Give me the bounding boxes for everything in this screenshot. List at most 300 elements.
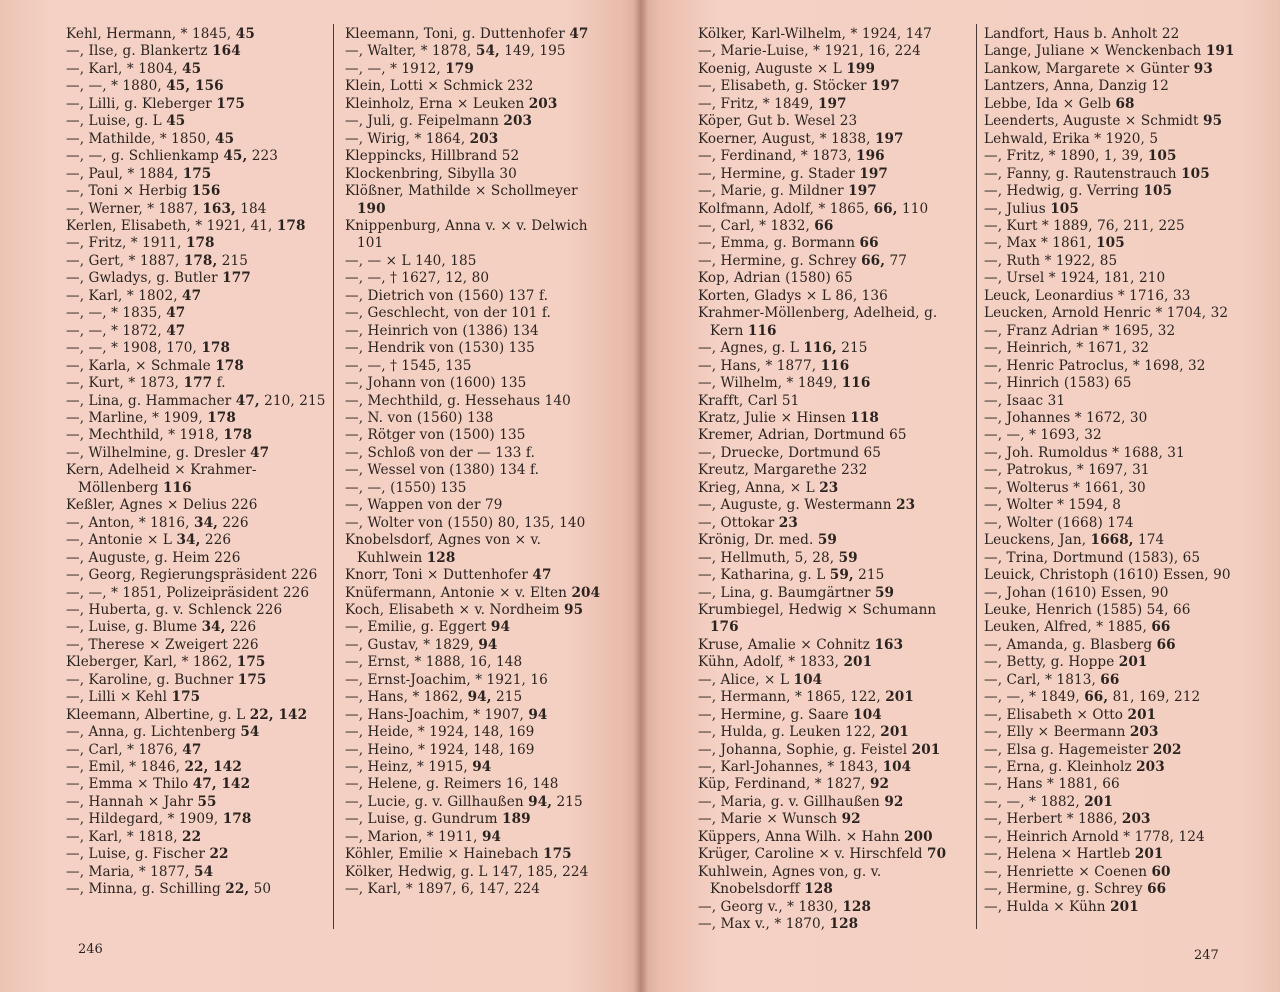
index-entry: —, Auguste, g. Westermann 23 — [698, 497, 916, 514]
index-entry: —, Luise, g. Blume 34, 226 — [66, 619, 257, 636]
bold-page-reference: 94, — [528, 793, 553, 810]
bold-page-reference: 45 — [215, 130, 235, 147]
index-entry: —, Wilhelmine, g. Dresler 47 — [66, 444, 270, 461]
index-entry: —, Schloß von der — 133 f. — [345, 444, 536, 461]
index-entry: —, Hans-Joachim, * 1907, 94 — [345, 706, 548, 723]
index-entry: —, Amanda, g. Blasberg 66 — [984, 636, 1176, 653]
index-entry: —, Karl, * 1818, 22 — [66, 828, 202, 845]
index-entry: —, Patrokus, * 1697, 31 — [984, 462, 1150, 479]
bold-page-reference: 201 — [911, 741, 941, 758]
index-entry: Lange, Juliane × Wenckenbach 191 — [984, 43, 1235, 60]
index-entry: —, Karla, × Schmale 178 — [66, 357, 244, 374]
index-entry: —, Lucie, g. v. Gillhaußen 94, 215 — [345, 793, 583, 810]
index-entry: Kleemann, Toni, g. Duttenhofer 47 — [345, 26, 589, 42]
index-entry: —, Ernst, * 1888, 16, 148 — [345, 654, 523, 671]
index-entry: —, Mechthild, g. Hessehaus 140 — [345, 392, 571, 409]
bold-page-reference: 177 — [222, 270, 251, 287]
bold-page-reference: 190 — [357, 200, 386, 217]
index-entry: Krumbiegel, Hedwig × Schumann 176 — [698, 601, 941, 636]
index-entry: —, Marion, * 1911, 94 — [345, 828, 502, 845]
index-entry: —, Kurt * 1889, 76, 211, 225 — [984, 217, 1185, 234]
bold-page-reference: 203 — [503, 113, 533, 130]
index-entry: Küp, Ferdinand, * 1827, 92 — [698, 776, 890, 793]
index-entry: —, Helene, g. Reimers 16, 148 — [345, 776, 559, 793]
bold-page-reference: 47 — [569, 26, 589, 42]
index-entry: —, Wessel von (1380) 134 f. — [345, 462, 540, 479]
index-entry: —, Karl, * 1802, 47 — [66, 287, 202, 304]
index-entry: —, Maria, * 1877, 54 — [66, 863, 214, 880]
index-entry: —, Ottokar 23 — [698, 514, 798, 531]
bold-page-reference: 47, 142 — [192, 776, 251, 793]
bold-page-reference: 47, — [235, 392, 260, 409]
index-entry: Lebbe, Ida × Gelb 68 — [984, 95, 1135, 112]
bold-page-reference: 201 — [1084, 793, 1113, 810]
bold-page-reference: 104 — [793, 671, 823, 688]
bold-page-reference: 203 — [1129, 724, 1159, 741]
index-entry: —, Hildegard, * 1909, 178 — [66, 811, 252, 828]
bold-page-reference: 116 — [747, 322, 777, 339]
index-entry: —, Gustav, * 1829, 94 — [345, 636, 498, 653]
index-entry: —, Hermine, g. Stader 197 — [698, 165, 888, 182]
index-entry: Leuck, Leonardius * 1716, 33 — [984, 287, 1191, 304]
bold-page-reference: 128 — [804, 881, 833, 898]
index-entry: —, Luise, g. Gundrum 189 — [345, 811, 531, 828]
bold-page-reference: 116 — [841, 375, 871, 392]
index-entry: Kölker, Karl-Wilhelm, * 1924, 147 — [698, 26, 932, 42]
index-entry: —, Emma, g. Bormann 66 — [698, 235, 879, 252]
bold-page-reference: 105 — [1096, 235, 1125, 252]
bold-page-reference: 22, — [225, 881, 250, 898]
bold-page-reference: 203 — [1121, 811, 1151, 828]
index-entry: —, Elisabeth × Otto 201 — [984, 706, 1157, 723]
bold-page-reference: 175 — [237, 671, 267, 688]
index-entry: —, Johan (1610) Essen, 90 — [984, 584, 1169, 601]
index-entry: —, Johann von (1600) 135 — [345, 375, 527, 392]
bold-page-reference: 54 — [240, 724, 260, 741]
bold-page-reference: 47 — [166, 305, 186, 322]
index-entry: —, Ferdinand, * 1873, 196 — [698, 148, 885, 165]
bold-page-reference: 59 — [874, 584, 895, 601]
bold-page-reference: 94 — [528, 706, 548, 723]
index-entry: —, Marie × Wunsch 92 — [698, 811, 861, 828]
index-entry: —, Anna, g. Lichtenberg 54 — [66, 724, 260, 741]
bold-page-reference: 45, — [223, 148, 248, 165]
bold-page-reference: 178 — [201, 340, 231, 357]
bold-page-reference: 93 — [1193, 60, 1213, 77]
index-entry: —, Johanna, Sophie, g. Feistel 201 — [698, 741, 941, 758]
index-entry: —, Elly × Beermann 203 — [984, 724, 1159, 741]
index-entry: —, Huberta, g. v. Schlenck 226 — [66, 601, 283, 618]
index-entry: —, —, * 1851, Polizeipräsident 226 — [66, 584, 310, 601]
index-entry: Kolfmann, Adolf, * 1865, 66, 110 — [698, 200, 929, 217]
bold-page-reference: 200 — [903, 828, 933, 845]
bold-page-reference: 116 — [820, 357, 850, 374]
bold-page-reference: 95 — [1203, 113, 1223, 130]
bold-page-reference: 22, 142 — [249, 706, 308, 723]
bold-page-reference: 128 — [842, 898, 872, 915]
bold-page-reference: 34, — [194, 514, 218, 531]
bold-page-reference: 177 — [183, 375, 213, 392]
book-gutter — [634, 0, 648, 992]
index-entry: Knobelsdorf, Agnes von × v. Kuhlwein 128 — [345, 532, 546, 566]
index-entry: —, Fritz, * 1849, 197 — [698, 95, 847, 112]
bold-page-reference: 128 — [829, 916, 859, 933]
bold-page-reference: 22 — [209, 846, 229, 863]
bold-page-reference: 175 — [182, 165, 212, 182]
index-entry: —, Wolter * 1594, 8 — [984, 497, 1122, 514]
bold-page-reference: 66, — [861, 252, 886, 269]
right-page — [641, 0, 1280, 992]
index-entry: Leuken, Alfred, * 1885, 66 — [984, 619, 1171, 636]
right-page-column-2 — [984, 26, 1254, 916]
index-entry: —, Luise, g. L 45 — [66, 113, 186, 130]
bold-page-reference: 59 — [838, 549, 858, 566]
bold-page-reference: 201 — [1127, 706, 1157, 723]
index-entry: —, Hans * 1881, 66 — [984, 776, 1120, 793]
bold-page-reference: 175 — [236, 654, 266, 671]
index-entry: —, Karl-Johannes, * 1843, 104 — [698, 759, 912, 776]
index-entry: Köhler, Emilie × Hainebach 175 — [345, 846, 572, 863]
bold-page-reference: 23 — [778, 514, 798, 531]
index-entry: —, Wirig, * 1864, 203 — [345, 130, 499, 147]
bold-page-reference: 178 — [185, 235, 215, 252]
index-entry: —, Auguste, g. Heim 226 — [66, 549, 241, 566]
index-entry: —, Heide, * 1924, 148, 169 — [345, 724, 535, 741]
index-entry: —, Wolterus * 1661, 30 — [984, 479, 1146, 496]
bold-page-reference: 105 — [1050, 200, 1079, 217]
index-entry: —, Hannah × Jahr 55 — [66, 793, 217, 810]
index-entry: —, Henriette × Coenen 60 — [984, 863, 1171, 880]
index-entry: Kremer, Adrian, Dortmund 65 — [698, 427, 907, 444]
bold-page-reference: 197 — [871, 78, 900, 95]
bold-page-reference: 66, — [873, 200, 898, 217]
index-entry: —, Heinrich, * 1671, 32 — [984, 340, 1150, 357]
page-number: 247 — [1194, 948, 1219, 963]
index-entry: —, Druecke, Dortmund 65 — [698, 444, 882, 461]
bold-page-reference: 201 — [1118, 654, 1148, 671]
index-entry: —, Heinz, * 1915, 94 — [345, 759, 492, 776]
index-entry: —, Emil, * 1846, 22, 142 — [66, 759, 242, 776]
index-entry: —, Wilhelm, * 1849, 116 — [698, 375, 871, 392]
index-entry: —, Emilie, g. Eggert 94 — [345, 619, 511, 636]
index-entry: —, Max v., * 1870, 128 — [698, 916, 859, 933]
index-entry: Kruse, Amalie × Cohnitz 163 — [698, 636, 904, 653]
bold-page-reference: 201 — [880, 724, 909, 741]
index-entry: —, Georg, Regierungspräsident 226 — [66, 567, 318, 584]
bold-page-reference: 23 — [896, 497, 916, 514]
index-entry: Koerner, August, * 1838, 197 — [698, 130, 904, 147]
index-entry: —, Mechthild, * 1918, 178 — [66, 427, 253, 444]
index-entry: —, Johannes * 1672, 30 — [984, 409, 1148, 426]
index-entry: Klößner, Mathilde × Schollmeyer 190 — [345, 183, 583, 217]
index-entry: —, Joh. Rumoldus * 1688, 31 — [984, 444, 1185, 461]
index-entry: —, Isaac 31 — [984, 392, 1066, 409]
index-entry: —, Anton, * 1816, 34, 226 — [66, 514, 249, 531]
bold-page-reference: 179 — [445, 60, 474, 77]
index-entry: —, Carl, * 1813, 66 — [984, 671, 1120, 688]
index-entry: —, Agnes, g. L 116, 215 — [698, 340, 868, 357]
index-entry: —, Minna, g. Schilling 22, 50 — [66, 881, 272, 898]
index-entry: —, Dietrich von (1560) 137 f. — [345, 287, 549, 304]
bold-page-reference: 94 — [490, 619, 511, 636]
index-entry: —, Ruth * 1922, 85 — [984, 252, 1118, 269]
index-entry: Knüfermann, Antonie × v. Elten 204 — [345, 584, 601, 601]
index-entry: —, —, † 1627, 12, 80 — [345, 270, 490, 287]
index-entry: Kleinholz, Erna × Leuken 203 — [345, 95, 558, 112]
index-entry: —, Marline, * 1909, 178 — [66, 409, 236, 426]
bold-page-reference: 23 — [819, 479, 839, 496]
index-entry: —, Alice, × L 104 — [698, 671, 823, 688]
index-entry: Krüger, Caroline × v. Hirschfeld 70 — [698, 846, 947, 863]
bold-page-reference: 54, — [475, 43, 500, 60]
bold-page-reference: 1668, — [1090, 532, 1134, 549]
index-entry: Kühn, Adolf, * 1833, 201 — [698, 654, 873, 671]
index-entry: —, Geschlecht, von der 101 f. — [345, 305, 551, 322]
index-entry: Leucken, Arnold Henric * 1704, 32 — [984, 305, 1229, 322]
index-entry: —, Emma × Thilo 47, 142 — [66, 776, 251, 793]
bold-page-reference: 66 — [859, 235, 879, 252]
index-entry: Krafft, Carl 51 — [698, 392, 800, 409]
index-entry: —, Karl, * 1897, 6, 147, 224 — [345, 881, 540, 898]
index-entry: —, Henric Patroclus, * 1698, 32 — [984, 357, 1206, 374]
bold-page-reference: 94 — [472, 759, 492, 776]
index-entry: —, Fanny, g. Rautenstrauch 105 — [984, 165, 1210, 182]
index-entry: —, Carl, * 1876, 47 — [66, 741, 202, 758]
bold-page-reference: 92 — [869, 776, 890, 793]
index-entry: —, Hans, * 1862, 94, 215 — [345, 689, 523, 706]
bold-page-reference: 66 — [1100, 671, 1120, 688]
left-page-column-2 — [345, 26, 607, 899]
bold-page-reference: 118 — [850, 409, 879, 426]
index-entry: Korten, Gladys × L 86, 136 — [698, 287, 888, 304]
index-entry: Koenig, Auguste × L 199 — [698, 60, 876, 77]
index-entry: —, Herbert * 1886, 203 — [984, 811, 1151, 828]
index-entry: Keßler, Agnes × Delius 226 — [66, 497, 258, 514]
index-entry: —, —, * 1693, 32 — [984, 427, 1102, 444]
bold-page-reference: 34, — [201, 619, 226, 636]
bold-page-reference: 47 — [250, 444, 270, 461]
index-entry: —, Hermine, g. Schrey 66 — [984, 881, 1167, 898]
bold-page-reference: 201 — [1110, 898, 1139, 915]
bold-page-reference: 47 — [182, 287, 202, 304]
page-number: 246 — [78, 942, 103, 957]
index-entry: —, —, * 1849, 66, 81, 169, 212 — [984, 689, 1201, 706]
index-entry: —, Lina, g. Baumgärtner 59 — [698, 584, 895, 601]
bold-page-reference: 178 — [207, 409, 236, 426]
bold-page-reference: 59, — [829, 567, 854, 584]
index-entry: —, Marie-Luise, * 1921, 16, 224 — [698, 43, 921, 60]
index-entry: Klein, Lotti × Schmick 232 — [345, 78, 534, 95]
index-entry: —, Juli, g. Feipelmann 203 — [345, 113, 533, 130]
index-entry: —, Heinrich von (1386) 134 — [345, 322, 539, 339]
index-entry: —, Gert, * 1887, 178, 215 — [66, 252, 248, 269]
column-divider — [976, 24, 977, 929]
bold-page-reference: 94 — [481, 828, 502, 845]
index-entry: —, Paul, * 1884, 175 — [66, 165, 212, 182]
bold-page-reference: 201 — [885, 689, 914, 706]
index-entry: —, Wolter (1668) 174 — [984, 514, 1134, 531]
bold-page-reference: 60 — [1151, 863, 1171, 880]
index-entry: Leenderts, Auguste × Schmidt 95 — [984, 113, 1223, 130]
index-entry: —, Lilli, g. Kleberger 175 — [66, 95, 245, 112]
index-entry: —, Mathilde, * 1850, 45 — [66, 130, 235, 147]
bold-page-reference: 199 — [846, 60, 876, 77]
index-entry: —, Gwladys, g. Butler 177 — [66, 270, 251, 287]
index-entry: —, Ilse, g. Blankertz 164 — [66, 43, 241, 60]
index-entry: —, Hermine, g. Saare 104 — [698, 706, 882, 723]
index-entry: —, Franz Adrian * 1695, 32 — [984, 322, 1176, 339]
bold-page-reference: 175 — [171, 689, 201, 706]
index-entry: Kleemann, Albertine, g. L 22, 142 — [66, 706, 308, 723]
index-entry: Krönig, Dr. med. 59 — [698, 532, 837, 549]
index-entry: —, —, * 1835, 47 — [66, 305, 186, 322]
bold-page-reference: 203 — [528, 95, 558, 112]
bold-page-reference: 92 — [884, 793, 904, 810]
index-entry: —, Helena × Hartleb 201 — [984, 846, 1164, 863]
bold-page-reference: 163, — [202, 200, 236, 217]
bold-page-reference: 116 — [162, 479, 192, 496]
index-entry: —, Walter, * 1878, 54, 149, 195 — [345, 43, 566, 60]
bold-page-reference: 201 — [1134, 846, 1164, 863]
index-entry: —, Marie, g. Mildner 197 — [698, 183, 877, 200]
index-entry: Landfort, Haus b. Anholt 22 — [984, 26, 1180, 42]
bold-page-reference: 55 — [197, 793, 217, 810]
bold-page-reference: 197 — [817, 95, 847, 112]
index-entry: —, Karl, * 1804, 45 — [66, 60, 202, 77]
index-entry: —, —, g. Schlienkamp 45, 223 — [66, 148, 278, 165]
index-entry: Krieg, Anna, × L 23 — [698, 479, 839, 496]
index-entry: Lankow, Margarete × Günter 93 — [984, 60, 1213, 77]
bold-page-reference: 202 — [1152, 741, 1182, 758]
index-entry: —, Hermine, g. Schrey 66, 77 — [698, 252, 907, 269]
bold-page-reference: 128 — [426, 549, 456, 566]
bold-page-reference: 197 — [859, 165, 888, 182]
index-entry: Kehl, Hermann, * 1845, 45 — [66, 26, 255, 42]
bold-page-reference: 203 — [1136, 759, 1165, 776]
index-entry: —, Wappen von der 79 — [345, 497, 503, 514]
index-entry: Kleberger, Karl, * 1862, 175 — [66, 654, 266, 671]
index-entry: Krahmer-Möllenberg, Adelheid, g. Kern 116 — [698, 305, 942, 339]
bold-page-reference: 66 — [814, 217, 834, 234]
bold-page-reference: 178 — [276, 217, 306, 234]
bold-page-reference: 54 — [194, 863, 214, 880]
index-entry: —, Trina, Dortmund (1583), 65 — [984, 549, 1201, 566]
bold-page-reference: 175 — [543, 846, 572, 863]
left-page-column-1 — [66, 26, 328, 899]
index-entry: Klockenbring, Sibylla 30 — [345, 165, 517, 182]
bold-page-reference: 94 — [478, 636, 498, 653]
index-entry: —, Katharina, g. L 59, 215 — [698, 567, 885, 584]
bold-page-reference: 204 — [571, 584, 601, 601]
index-entry: —, Georg v., * 1830, 128 — [698, 898, 872, 915]
index-entry: Kratz, Julie × Hinsen 118 — [698, 409, 879, 426]
index-entry: Küppers, Anna Wilh. × Hahn 200 — [698, 828, 933, 845]
bold-page-reference: 95 — [564, 601, 584, 618]
index-entry: —, Hulda, g. Leuken 122, 201 — [698, 724, 909, 741]
index-entry: —, Fritz, * 1911, 178 — [66, 235, 215, 252]
bold-page-reference: 47 — [182, 741, 202, 758]
index-entry: —, —, * 1882, 201 — [984, 793, 1113, 810]
bold-page-reference: 47 — [532, 567, 552, 584]
index-entry: —, Julius 105 — [984, 200, 1079, 217]
index-entry: —, N. von (1560) 138 — [345, 409, 494, 426]
index-entry: Lantzers, Anna, Danzig 12 — [984, 78, 1169, 95]
bold-page-reference: 70 — [927, 846, 947, 863]
bold-page-reference: 178 — [223, 427, 253, 444]
bold-page-reference: 201 — [843, 654, 873, 671]
index-entry: Lehwald, Erika * 1920, 5 — [984, 130, 1159, 147]
index-entry: —, — × L 140, 185 — [345, 252, 477, 269]
bold-page-reference: 197 — [848, 183, 877, 200]
bold-page-reference: 66 — [1147, 881, 1167, 898]
bold-page-reference: 66 — [1156, 636, 1176, 653]
bold-page-reference: 189 — [502, 811, 531, 828]
index-entry: —, Hermann, * 1865, 122, 201 — [698, 689, 914, 706]
index-entry: —, Toni × Herbig 156 — [66, 183, 221, 200]
bold-page-reference: 47 — [166, 322, 186, 339]
index-entry: —, Kurt, * 1873, 177 f. — [66, 375, 226, 392]
index-entry: Leuke, Henrich (1585) 54, 66 — [984, 601, 1191, 618]
bold-page-reference: 104 — [882, 759, 912, 776]
index-entry: Kleppincks, Hillbrand 52 — [345, 148, 520, 165]
index-entry: —, —, * 1908, 170, 178 — [66, 340, 231, 357]
index-entry: —, —, * 1872, 47 — [66, 322, 186, 339]
index-entry: —, Heino, * 1924, 148, 169 — [345, 741, 535, 758]
index-entry: —, Hendrik von (1530) 135 — [345, 340, 535, 357]
index-entry: —, Wolter von (1550) 80, 135, 140 — [345, 514, 586, 531]
index-entry: —, Werner, * 1887, 163, 184 — [66, 200, 267, 217]
index-entry: —, Ursel * 1924, 181, 210 — [984, 270, 1166, 287]
bold-page-reference: 175 — [216, 95, 245, 112]
bold-page-reference: 45 — [235, 26, 255, 42]
index-entry: —, Fritz, * 1890, 1, 39, 105 — [984, 148, 1177, 165]
index-entry: Kölker, Hedwig, g. L 147, 185, 224 — [345, 863, 589, 880]
index-entry: —, —, * 1912, 179 — [345, 60, 474, 77]
index-entry: —, Hedwig, g. Verring 105 — [984, 183, 1173, 200]
index-entry: —, Elsa g. Hagemeister 202 — [984, 741, 1182, 758]
bold-page-reference: 178 — [222, 811, 252, 828]
index-entry: Kern, Adelheid × Krahmer-Möllenberg 116 — [66, 462, 257, 496]
bold-page-reference: 104 — [853, 706, 882, 723]
index-entry: Kerlen, Elisabeth, * 1921, 41, 178 — [66, 217, 306, 234]
index-entry: Koch, Elisabeth × v. Nordheim 95 — [345, 601, 584, 618]
bold-page-reference: 68 — [1115, 95, 1135, 112]
index-entry: —, Hans, * 1877, 116 — [698, 357, 850, 374]
index-entry: Knorr, Toni × Duttenhofer 47 — [345, 567, 552, 584]
bold-page-reference: 191 — [1205, 43, 1235, 60]
index-entry: —, Antonie × L 34, 226 — [66, 532, 232, 549]
index-entry: —, Hellmuth, 5, 28, 59 — [698, 549, 858, 566]
bold-page-reference: 45 — [182, 60, 202, 77]
bold-page-reference: 22 — [182, 828, 202, 845]
bold-page-reference: 92 — [841, 811, 861, 828]
index-entry: Leuick, Christoph (1610) Essen, 90 — [984, 567, 1231, 584]
bold-page-reference: 197 — [874, 130, 904, 147]
bold-page-reference: 105 — [1181, 165, 1210, 182]
index-entry: —, Lilli × Kehl 175 — [66, 689, 201, 706]
index-entry: —, Elisabeth, g. Stöcker 197 — [698, 78, 900, 95]
index-entry: —, Hinrich (1583) 65 — [984, 375, 1132, 392]
index-entry: —, Heinrich Arnold * 1778, 124 — [984, 828, 1205, 845]
index-entry: Kop, Adrian (1580) 65 — [698, 270, 853, 287]
index-entry: Leuckens, Jan, 1668, 174 — [984, 532, 1165, 549]
bold-page-reference: 105 — [1147, 148, 1177, 165]
bold-page-reference: 66, — [1084, 689, 1109, 706]
bold-page-reference: 22, 142 — [184, 759, 242, 776]
bold-page-reference: 178, — [183, 252, 218, 269]
column-divider — [333, 24, 334, 929]
index-entry: —, —, † 1545, 135 — [345, 357, 472, 374]
